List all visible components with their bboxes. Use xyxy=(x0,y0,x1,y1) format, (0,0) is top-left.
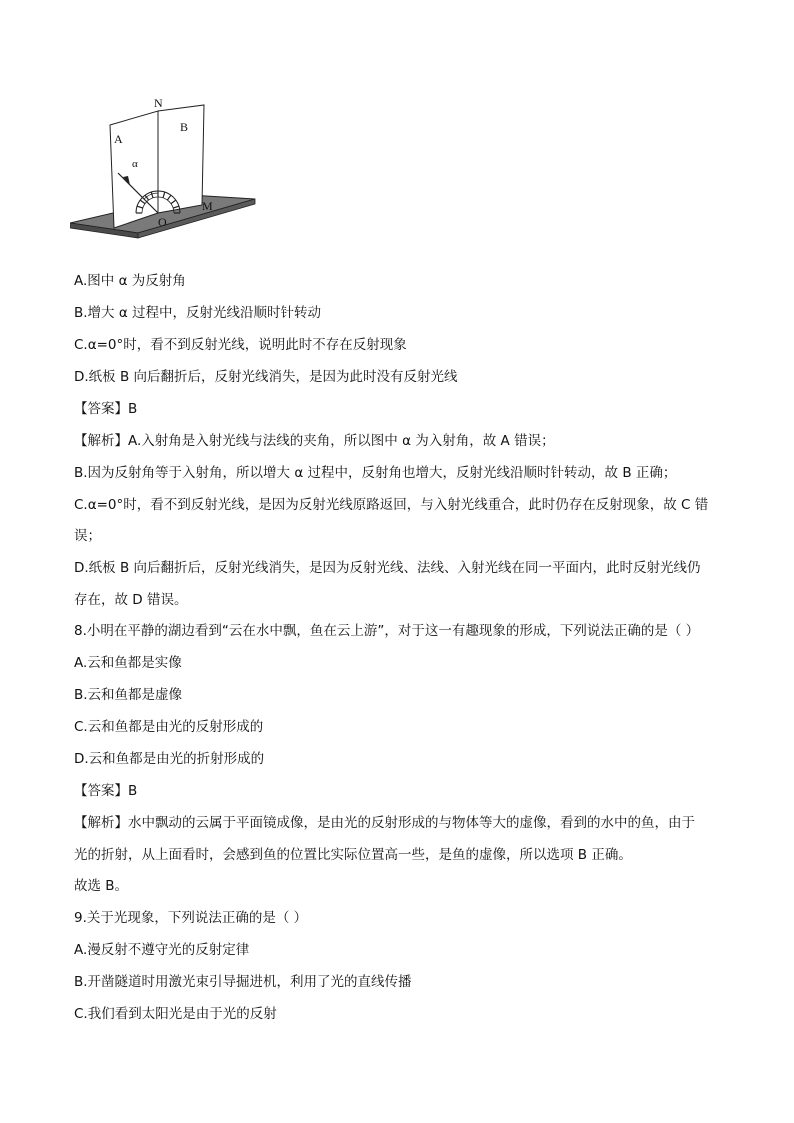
option-b-q8: B.云和鱼都是虚像 xyxy=(74,687,183,703)
question-8: 8.小明在平静的湖边看到“云在水中飘，鱼在云上游”，对于这一有趣现象的形成，下列说法正确的是（ ） xyxy=(74,623,700,639)
analysis-q7-line-6: 存在，故 D 错误。 xyxy=(74,592,188,608)
label-o: O xyxy=(158,215,167,229)
option-a-q9: A.漫反射不遵守光的反射定律 xyxy=(74,942,250,958)
question-9: 9.关于光现象，下列说法正确的是（ ） xyxy=(74,910,308,926)
analysis-q7-line-3: C.α=0°时，看不到反射光线，是因为反射光线原路返回，与入射光线重合，此时仍存在反射现象，故 C 错 xyxy=(74,497,709,513)
option-c-q9: C.我们看到太阳光是由于光的反射 xyxy=(74,1006,277,1022)
analysis-q8-line-1: 【解析】水中飘动的云属于平面镜成像，是由光的反射形成的与物体等大的虚像，看到的水中的鱼，由于 xyxy=(74,815,695,831)
answer-q8: 【答案】B xyxy=(74,783,138,799)
analysis-q8-line-2: 光的折射，从上面看时，会感到鱼的位置比实际位置高一些，是鱼的虚像，所以选项 B 正确。 xyxy=(74,847,632,863)
analysis-q7-line-1: 【解析】A.入射角是入射光线与法线的夹角，所以图中 α 为入射角，故 A 错误； xyxy=(74,433,555,449)
reflection-diagram xyxy=(70,95,260,260)
analysis-q7-line-4: 误； xyxy=(74,528,101,544)
reflection-experiment-figure xyxy=(70,95,260,260)
option-a-q7: A.图中 α 为反射角 xyxy=(74,273,186,289)
option-b-q7: B.增大 α 过程中，反射光线沿顺时针转动 xyxy=(74,305,322,321)
answer-q7: 【答案】B xyxy=(74,401,138,417)
label-n: N xyxy=(154,96,163,110)
label-alpha: α xyxy=(132,158,138,170)
label-a: A xyxy=(114,132,123,146)
option-c-q8: C.云和鱼都是由光的反射形成的 xyxy=(74,719,264,735)
analysis-q7-line-2: B.因为反射角等于入射角，所以增大 α 过程中，反射角也增大，反射光线沿顺时针转动，故 B 正确； xyxy=(74,465,677,481)
option-a-q8: A.云和鱼都是实像 xyxy=(74,655,182,671)
label-b: B xyxy=(180,120,189,134)
analysis-q8-line-3: 故选 B。 xyxy=(74,878,129,894)
option-d-q7: D.纸板 B 向后翻折后，反射光线消失，是因为此时没有反射光线 xyxy=(74,369,458,385)
option-d-q8: D.云和鱼都是由光的折射形成的 xyxy=(74,751,265,767)
analysis-q7-line-5: D.纸板 B 向后翻折后，反射光线消失，是因为反射光线、法线、入射光线在同一平面内，此时反射光线仍 xyxy=(74,560,701,576)
option-b-q9: B.开凿隧道时用激光束引导掘进机，利用了光的直线传播 xyxy=(74,974,412,990)
option-c-q7: C.α=0°时，看不到反射光线，说明此时不存在反射现象 xyxy=(74,337,407,353)
label-m: M xyxy=(202,199,213,213)
